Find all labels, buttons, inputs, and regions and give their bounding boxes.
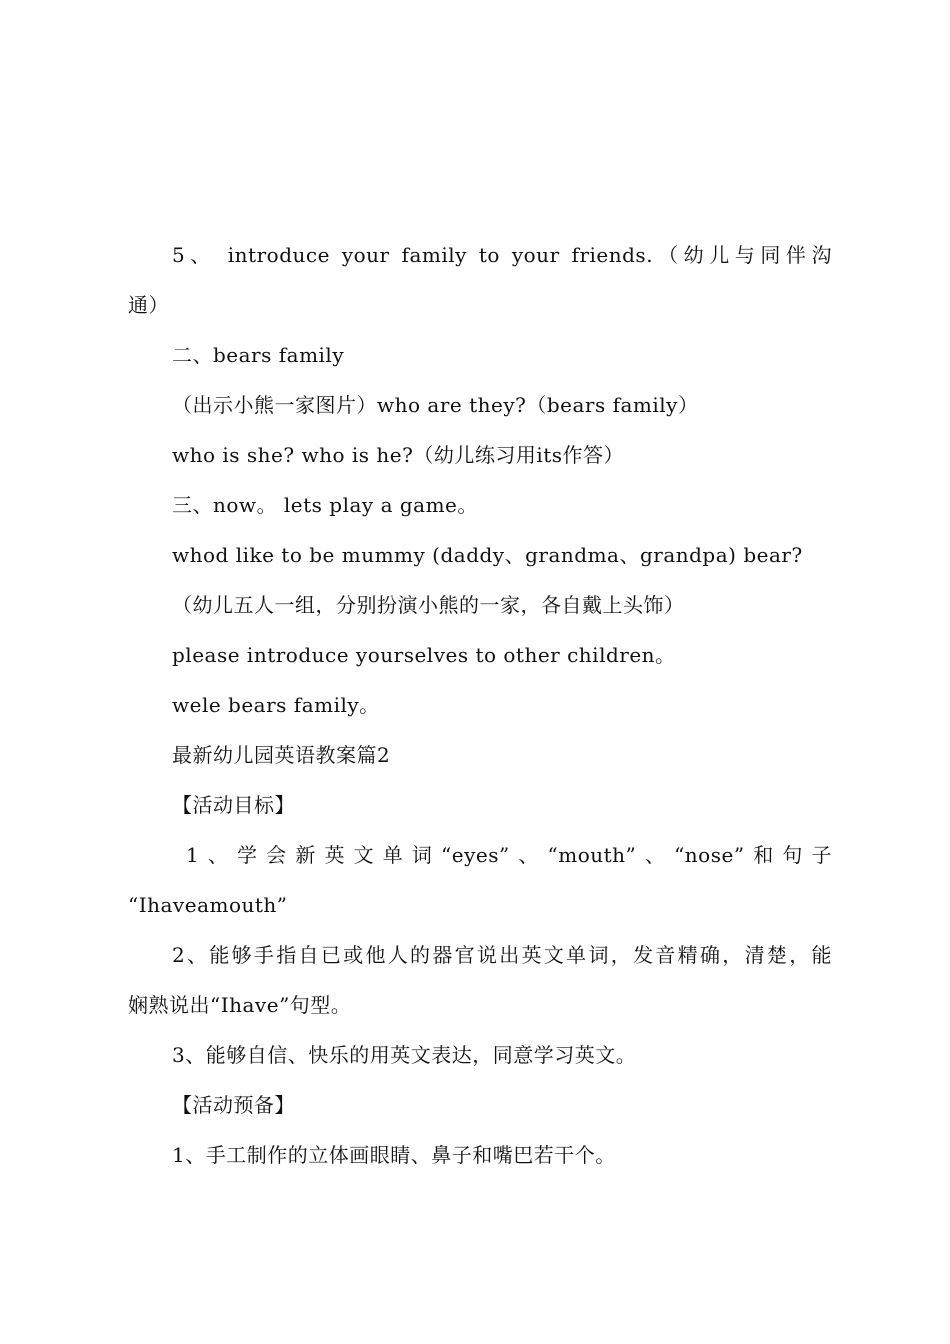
text-line: please introduce yourselves to other children。 <box>172 643 676 667</box>
text-line: who is she? who is he?（幼儿练习用its作答） <box>172 443 625 467</box>
lesson-title: 最新幼儿园英语教案篇2 <box>172 743 391 767</box>
text-line: 1、学会新英文单词“eyes”、“mouth”、“nose”和句子 <box>186 843 832 867</box>
text-line: whod like to be mummy (daddy、grandma、grandpa) bear? <box>172 543 803 567</box>
text-line: （幼儿五人一组，分别扮演小熊的一家，各自戴上头饰） <box>172 593 685 617</box>
section-heading: 【活动预备】 <box>172 1093 295 1117</box>
text-line: 1、手工制作的立体画眼睛、鼻子和嘴巴若干个。 <box>172 1143 616 1167</box>
section-heading: 三、now。 lets play a game。 <box>172 493 478 517</box>
text-line: 娴熟说出“Ihave”句型。 <box>128 993 352 1017</box>
text-line: （出示小熊一家图片）who are they?（bears family） <box>172 393 699 417</box>
section-heading: 【活动目标】 <box>172 793 295 817</box>
text-line: 2、能够手指自已或他人的器官说出英文单词，发音精确，清楚，能 <box>172 943 832 967</box>
text-line: 3、能够自信、快乐的用英文表达，同意学习英文。 <box>172 1043 637 1067</box>
text-line: wele bears family。 <box>172 693 380 717</box>
section-heading: 二、bears family <box>172 343 345 367</box>
text-line: “Ihaveamouth” <box>128 893 288 917</box>
text-line: 5、 introduce your family to your friends.（幼儿与同伴沟 <box>172 243 832 267</box>
text-line: 通） <box>128 293 169 317</box>
